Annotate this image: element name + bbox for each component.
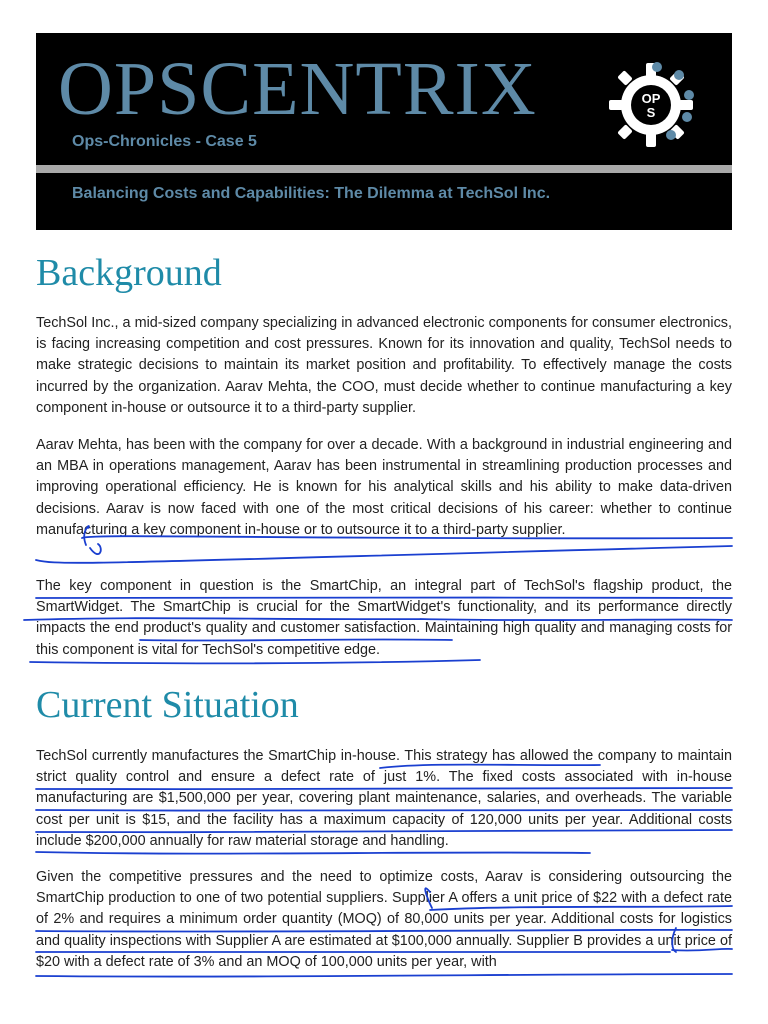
ops-gear-logo-icon xyxy=(599,53,703,157)
paragraph: TechSol Inc., a mid-sized company specializing in advanced electronic components for consumer electronics, is facing increasing competition and cost pressures. Known for its innovation and quality, TechSol needs to make strategic decisions to maintain its market position and profitability. To effectively manage the costs incurred by the organization. Aarav Mehta, the COO, must decide whether to continue manufacturing a key component in-house or outsource it to a third-party supplier. xyxy=(36,315,732,416)
case-title: Balancing Costs and Capabilities: The Dilemma at TechSol Inc. xyxy=(72,185,551,202)
svg-text:OP: OP xyxy=(641,91,661,106)
svg-text:S: S xyxy=(646,105,656,120)
header-banner xyxy=(36,33,732,230)
section-title-current-situation: Current Situation xyxy=(36,684,299,726)
paragraph: TechSol currently manufactures the SmartChip in-house. This strategy has allowed the company to maintain strict quality control and ensure a defect rate of just 1%. The fixed costs associated with in-house manufacturing are $1,500,000 per year, covering plant maintenance, salaries, and overheads. The variable cost per unit is $15, and the facility has a maximum capacity of 120,000 units per year. Additional costs include $200,000 annually for raw material storage and handling. xyxy=(36,748,732,849)
paragraph: Aarav Mehta, has been with the company for over a decade. With a background in industrial engineering and an MBA in operations management, Aarav has been instrumental in streamlining production processes and improving operational efficiency. He is known for his analytical skills and his ability to make data-driven decisions. Aarav is now faced with one of the most critical decisions of his career: whether to continue manufacturing a key component in-house or to outsource it to a third-party supplier. xyxy=(36,437,732,538)
divider xyxy=(36,165,732,173)
brand-title: OPSCENTRIX xyxy=(58,47,537,131)
paragraph: The key component in question is the SmartChip, an integral part of TechSol's flagship product, the SmartWidget. The SmartChip is crucial for the SmartWidget's functionality, and its performance directly impacts the end product's quality and customer satisfaction. Maintaining high quality and managing costs for this component is vital for TechSol's competitive edge. xyxy=(36,578,732,658)
series-subtitle: Ops-Chronicles - Case 5 xyxy=(72,133,257,150)
paragraph: Given the competitive pressures and the need to optimize costs, Aarav is considering outsourcing the SmartChip production to one of two potential suppliers. Supplier A offers a unit price of $22 with a defect rate of 2% and requires a minimum order quantity (MOQ) of 80,000 units per year. Additional costs for logistics and quality inspections with Supplier A are estimated at $100,000 annually. Supplier B provides a unit price of $20 with a defect rate of 3% and an MOQ of 100,000 units per year, with xyxy=(36,869,732,970)
section-title-background: Background xyxy=(36,252,222,294)
